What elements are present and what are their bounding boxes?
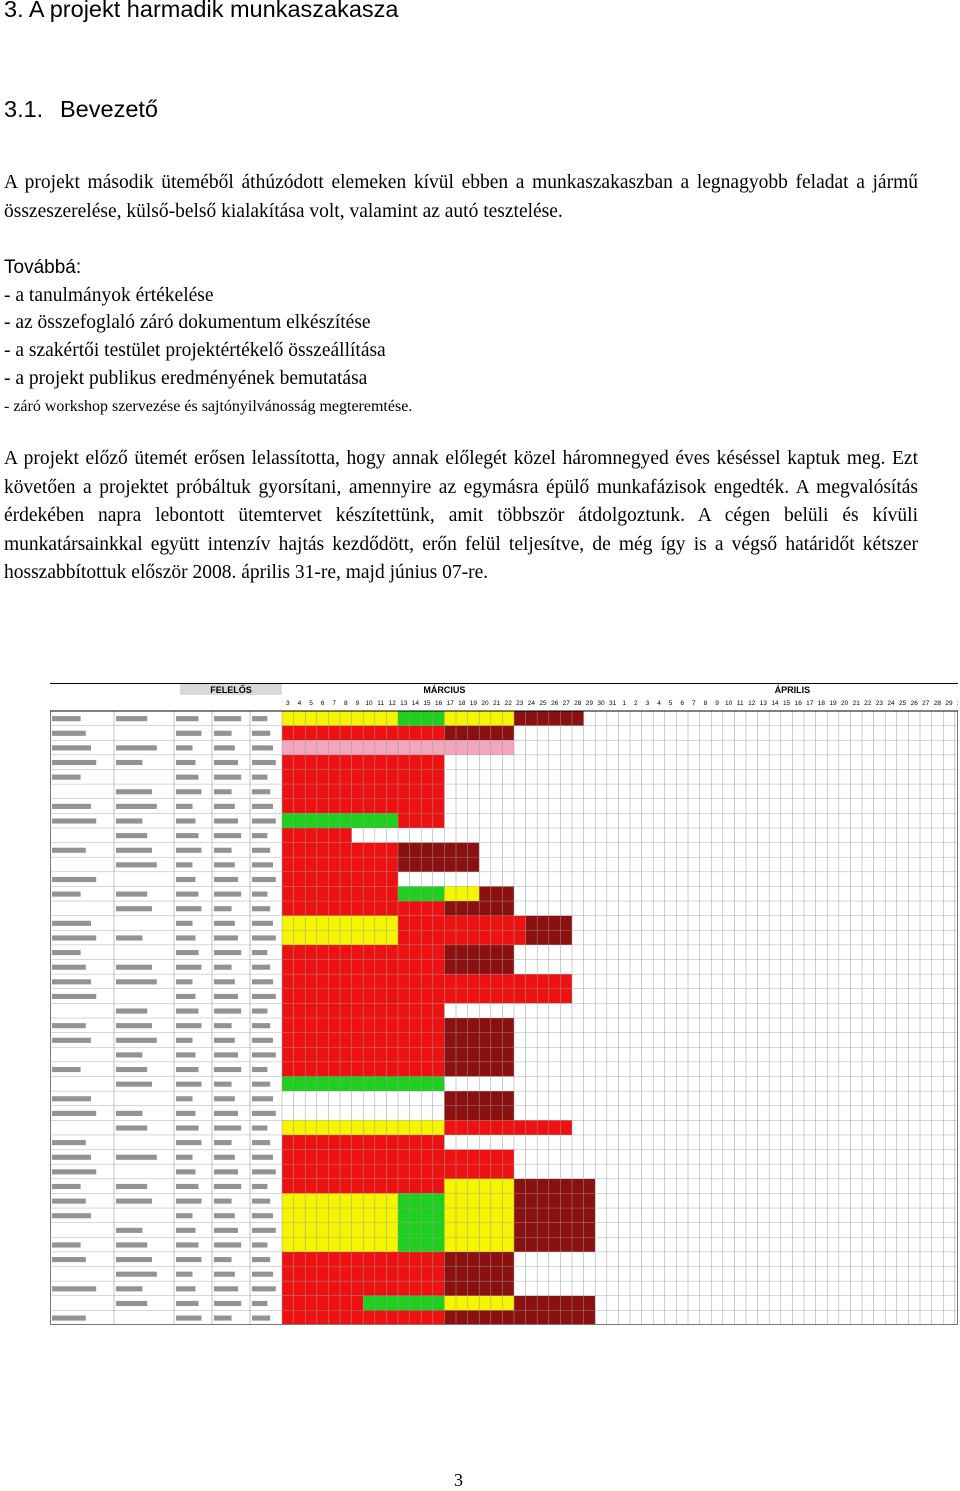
day-number: 5 bbox=[309, 700, 313, 707]
day-number: 22 bbox=[864, 700, 872, 707]
gantt-bar bbox=[514, 1179, 595, 1194]
label-mark bbox=[214, 921, 235, 926]
label-mark bbox=[116, 1286, 142, 1291]
label-mark bbox=[252, 1199, 270, 1204]
label-mark bbox=[214, 1008, 241, 1013]
list-item: - az összefoglaló záró dokumentum elkészítése bbox=[4, 312, 371, 334]
label-mark bbox=[176, 1301, 199, 1306]
label-mark bbox=[252, 877, 276, 882]
label-mark bbox=[176, 818, 196, 823]
list-intro: Továbbá: bbox=[4, 257, 82, 278]
day-number: 17 bbox=[446, 700, 454, 707]
label-mark bbox=[176, 935, 196, 940]
label-mark bbox=[252, 892, 267, 897]
section-title: Bevezető bbox=[60, 96, 158, 122]
label-mark bbox=[176, 877, 196, 882]
day-number: 24 bbox=[887, 700, 895, 707]
label-mark bbox=[214, 804, 235, 809]
day-number: 29 bbox=[945, 700, 953, 707]
label-mark bbox=[252, 775, 267, 780]
day-number: 31 bbox=[608, 700, 617, 707]
day-number: 13 bbox=[400, 700, 408, 707]
day-number: 10 bbox=[724, 700, 733, 707]
gantt-bar bbox=[444, 886, 479, 901]
day-number: 28 bbox=[574, 700, 582, 707]
label-mark bbox=[214, 1169, 238, 1174]
label-mark bbox=[52, 950, 81, 955]
label-mark bbox=[214, 1067, 241, 1072]
day-number: 10 bbox=[365, 700, 373, 707]
label-mark bbox=[214, 1315, 232, 1320]
label-mark bbox=[176, 1199, 202, 1204]
page-number: 3 bbox=[454, 1470, 463, 1490]
label-mark bbox=[176, 1169, 196, 1174]
label-mark bbox=[214, 1257, 232, 1262]
section-heading bbox=[4, 96, 158, 123]
label-mark bbox=[52, 1169, 96, 1174]
label-mark bbox=[252, 848, 270, 853]
label-mark bbox=[214, 1140, 232, 1145]
label-mark bbox=[52, 1155, 91, 1160]
label-mark bbox=[52, 818, 96, 823]
label-mark bbox=[116, 906, 152, 911]
label-mark bbox=[176, 1315, 202, 1320]
label-mark bbox=[52, 1257, 86, 1262]
day-number: 9 bbox=[715, 700, 719, 707]
label-mark bbox=[52, 745, 91, 750]
day-number: 12 bbox=[388, 700, 396, 707]
label-mark bbox=[116, 1125, 147, 1130]
label-mark bbox=[214, 731, 232, 736]
label-mark bbox=[52, 804, 91, 809]
label-mark bbox=[214, 994, 238, 999]
label-mark bbox=[176, 731, 202, 736]
day-number: 29 bbox=[585, 700, 594, 707]
label-mark bbox=[252, 833, 267, 838]
label-mark bbox=[214, 1199, 232, 1204]
day-number: 11 bbox=[736, 700, 744, 707]
label-mark bbox=[214, 789, 232, 794]
label-mark bbox=[52, 1023, 86, 1028]
label-mark bbox=[116, 1111, 142, 1116]
day-number: 21 bbox=[852, 700, 860, 707]
day-number: 26 bbox=[910, 700, 918, 707]
label-mark bbox=[252, 1125, 267, 1130]
day-number: 3 bbox=[645, 700, 650, 707]
label-mark bbox=[52, 935, 96, 940]
label-mark bbox=[214, 950, 241, 955]
label-mark bbox=[214, 1052, 238, 1057]
label-mark bbox=[214, 877, 238, 882]
day-number: 4 bbox=[297, 700, 302, 707]
day-number: 7 bbox=[691, 700, 696, 707]
label-mark bbox=[214, 833, 241, 838]
label-mark bbox=[176, 716, 199, 721]
label-mark bbox=[252, 1038, 273, 1043]
label-mark bbox=[252, 731, 270, 736]
label-mark bbox=[116, 1184, 147, 1189]
day-number: 16 bbox=[434, 700, 443, 707]
label-mark bbox=[116, 716, 147, 721]
label-mark bbox=[116, 892, 147, 897]
day-number: 15 bbox=[423, 700, 431, 707]
label-mark bbox=[52, 979, 91, 984]
label-mark bbox=[176, 1096, 193, 1101]
label-mark bbox=[214, 1228, 238, 1233]
label-mark bbox=[176, 760, 196, 765]
label-mark bbox=[214, 1301, 241, 1306]
label-mark bbox=[252, 804, 273, 809]
label-mark bbox=[52, 716, 81, 721]
label-mark bbox=[116, 1272, 157, 1277]
label-mark bbox=[116, 1008, 147, 1013]
label-mark bbox=[252, 1242, 267, 1247]
day-number: 17 bbox=[806, 700, 814, 707]
day-number: 8 bbox=[343, 700, 348, 707]
label-mark bbox=[252, 1052, 276, 1057]
label-mark bbox=[176, 1272, 193, 1277]
label-mark bbox=[252, 1257, 270, 1262]
day-number: 22 bbox=[504, 700, 512, 707]
day-number: 3 bbox=[285, 700, 290, 707]
label-mark bbox=[116, 979, 157, 984]
label-mark bbox=[116, 1301, 147, 1306]
day-number: 23 bbox=[516, 700, 524, 707]
day-number: 6 bbox=[320, 700, 325, 707]
label-mark bbox=[214, 892, 241, 897]
day-number: 27 bbox=[922, 700, 930, 707]
day-number: 25 bbox=[539, 700, 547, 707]
label-mark bbox=[214, 1038, 235, 1043]
label-mark bbox=[116, 745, 157, 750]
label-mark bbox=[214, 716, 241, 721]
label-mark bbox=[214, 745, 235, 750]
label-mark bbox=[214, 1213, 235, 1218]
label-mark bbox=[252, 950, 267, 955]
label-mark bbox=[176, 1125, 199, 1130]
label-mark bbox=[116, 1199, 152, 1204]
label-mark bbox=[176, 775, 199, 780]
label-mark bbox=[116, 833, 147, 838]
label-mark bbox=[252, 935, 276, 940]
label-mark bbox=[252, 1140, 270, 1145]
label-mark bbox=[252, 716, 267, 721]
label-mark bbox=[214, 1023, 232, 1028]
day-number: 25 bbox=[898, 700, 907, 707]
day-number: 12 bbox=[748, 700, 756, 707]
label-mark bbox=[176, 965, 202, 970]
day-number: 28 bbox=[933, 700, 942, 707]
label-mark bbox=[176, 906, 202, 911]
day-number: 1 bbox=[622, 700, 627, 707]
label-mark bbox=[176, 745, 193, 750]
header-aprilis: ÁPRILIS bbox=[774, 685, 811, 695]
day-number: 13 bbox=[759, 700, 768, 707]
label-mark bbox=[252, 965, 270, 970]
label-mark bbox=[176, 1213, 193, 1218]
label-mark bbox=[214, 965, 232, 970]
label-mark bbox=[252, 1315, 270, 1320]
label-mark bbox=[214, 818, 238, 823]
label-mark bbox=[52, 1286, 96, 1291]
day-number: 11 bbox=[377, 700, 384, 707]
label-mark bbox=[116, 935, 142, 940]
label-mark bbox=[252, 921, 273, 926]
label-mark bbox=[176, 994, 196, 999]
label-mark bbox=[176, 1140, 202, 1145]
label-mark bbox=[52, 1184, 81, 1189]
gantt-header bbox=[50, 683, 958, 711]
label-mark bbox=[214, 1155, 235, 1160]
label-mark bbox=[176, 1184, 199, 1189]
day-number: 7 bbox=[332, 700, 337, 707]
day-number: 14 bbox=[771, 700, 779, 707]
label-mark bbox=[116, 1242, 147, 1247]
label-mark bbox=[176, 1038, 193, 1043]
label-mark bbox=[52, 877, 96, 882]
label-mark bbox=[214, 1286, 238, 1291]
day-number: 27 bbox=[562, 700, 570, 707]
label-mark bbox=[52, 1242, 81, 1247]
day-number: 19 bbox=[469, 700, 478, 707]
day-number: 19 bbox=[829, 700, 837, 707]
label-mark bbox=[252, 1082, 270, 1087]
label-mark bbox=[176, 1008, 199, 1013]
label-mark bbox=[214, 906, 232, 911]
label-mark bbox=[176, 804, 193, 809]
label-mark bbox=[52, 1199, 86, 1204]
label-mark bbox=[52, 965, 86, 970]
label-mark bbox=[252, 1111, 276, 1116]
label-mark bbox=[116, 965, 152, 970]
label-mark bbox=[176, 1082, 202, 1087]
header-marcius: MÁRCIUS bbox=[423, 685, 466, 695]
day-number: 8 bbox=[703, 700, 708, 707]
label-mark bbox=[52, 1111, 96, 1116]
label-mark bbox=[214, 775, 241, 780]
label-mark bbox=[252, 979, 273, 984]
label-mark bbox=[116, 1038, 157, 1043]
day-number bbox=[957, 700, 958, 707]
list-item: - záró workshop szervezése és sajtónyilvánosság megteremtése. bbox=[4, 397, 413, 415]
task-list bbox=[4, 254, 412, 420]
label-mark bbox=[116, 789, 152, 794]
label-mark bbox=[214, 1096, 235, 1101]
label-mark bbox=[176, 833, 199, 838]
label-mark bbox=[252, 789, 270, 794]
label-mark bbox=[252, 1096, 273, 1101]
day-number: 2 bbox=[633, 700, 638, 707]
day-number: 23 bbox=[875, 700, 884, 707]
label-mark bbox=[214, 1272, 235, 1277]
day-number: 14 bbox=[411, 700, 420, 707]
section-number: 3.1. bbox=[4, 96, 44, 122]
day-number: 6 bbox=[680, 700, 685, 707]
intro-paragraph: A projekt második üteméből áthúzódott elemeken kívül ebben a munkaszakaszban a legnagyobb feladat a jármű összeszerelése, külső-belső kialakítása volt, valamint az autó tesztelése. bbox=[4, 172, 918, 222]
list-item: - a tanulmányok értékelése bbox=[4, 284, 214, 306]
label-mark bbox=[176, 1242, 199, 1247]
label-mark bbox=[252, 1301, 267, 1306]
label-mark bbox=[116, 1052, 142, 1057]
label-mark bbox=[176, 862, 193, 867]
label-mark bbox=[252, 1008, 267, 1013]
label-mark bbox=[252, 862, 273, 867]
gantt-bar bbox=[444, 1120, 572, 1135]
day-number: 18 bbox=[817, 700, 826, 707]
list-item: - a szakértői testület projektértékelő összeállítása bbox=[4, 340, 386, 362]
label-mark bbox=[252, 1067, 267, 1072]
label-mark bbox=[176, 921, 193, 926]
label-mark bbox=[52, 1315, 86, 1320]
label-mark bbox=[176, 1257, 202, 1262]
label-mark bbox=[52, 921, 91, 926]
label-mark bbox=[176, 950, 199, 955]
label-mark bbox=[52, 731, 86, 736]
gantt-bar bbox=[479, 886, 514, 901]
page-heading: 3. A projekt harmadik munkaszakasza bbox=[4, 0, 399, 22]
label-mark bbox=[52, 1096, 91, 1101]
label-mark bbox=[52, 892, 81, 897]
label-mark bbox=[116, 862, 157, 867]
delay-paragraph: A projekt előző ütemét erősen lelassította, hogy annak előlegét közel háromnegyed éves késéssel kaptuk meg. Ezt követően a projektet próbáltuk gyorsítani, amennyire az egymásra épülő munkafázisok engedték. A megvalósítás érdekében napra lebontott ütemtervet készítettünk, amit többször átdolgoztunk. A cégen belüli és kívüli munkatársainkkal együtt intenzív hajtás kezdődött, erőn felül teljesítve, de még így is a végső határidőt kétszer hosszabbítottuk először 2008. április 31-re, majd június 07-re. bbox=[4, 448, 918, 584]
day-number: 9 bbox=[355, 700, 360, 707]
label-mark bbox=[116, 1257, 152, 1262]
label-mark bbox=[252, 745, 273, 750]
day-number: 15 bbox=[782, 700, 791, 707]
label-mark bbox=[116, 1023, 152, 1028]
day-number: 26 bbox=[550, 700, 559, 707]
label-mark bbox=[116, 1067, 147, 1072]
day-number: 18 bbox=[458, 700, 466, 707]
label-mark bbox=[252, 1169, 276, 1174]
day-number: 24 bbox=[527, 700, 536, 707]
list-item: - a projekt publikus eredményének bemutatása bbox=[4, 367, 368, 389]
label-mark bbox=[176, 979, 193, 984]
label-mark bbox=[252, 906, 270, 911]
label-mark bbox=[52, 1140, 86, 1145]
label-mark bbox=[176, 1286, 196, 1291]
label-mark bbox=[52, 760, 96, 765]
label-mark bbox=[214, 1082, 232, 1087]
label-mark bbox=[252, 1272, 273, 1277]
label-mark bbox=[176, 1155, 193, 1160]
label-mark bbox=[52, 775, 81, 780]
day-number: 20 bbox=[481, 700, 489, 707]
label-mark bbox=[252, 1213, 273, 1218]
day-number: 30 bbox=[597, 700, 605, 707]
label-mark bbox=[116, 804, 157, 809]
label-mark bbox=[252, 994, 276, 999]
label-mark bbox=[252, 1286, 276, 1291]
label-mark bbox=[214, 1184, 241, 1189]
label-mark bbox=[116, 1155, 157, 1160]
day-number: 16 bbox=[794, 700, 802, 707]
day-number: 5 bbox=[668, 700, 673, 707]
label-mark bbox=[214, 935, 238, 940]
label-mark bbox=[252, 1155, 273, 1160]
header-felelos: FELELŐS bbox=[210, 685, 252, 695]
day-number: 21 bbox=[492, 700, 501, 707]
label-mark bbox=[176, 1228, 196, 1233]
day-number: 4 bbox=[657, 700, 661, 707]
label-mark bbox=[176, 1111, 196, 1116]
label-mark bbox=[214, 1242, 241, 1247]
label-mark bbox=[176, 1023, 202, 1028]
label-mark bbox=[176, 789, 202, 794]
label-mark bbox=[214, 1111, 238, 1116]
label-mark bbox=[252, 1228, 276, 1233]
label-mark bbox=[116, 848, 152, 853]
label-mark bbox=[116, 818, 142, 823]
label-mark bbox=[252, 1023, 270, 1028]
label-mark bbox=[214, 979, 235, 984]
label-mark bbox=[176, 848, 202, 853]
label-mark bbox=[252, 818, 276, 823]
label-mark bbox=[176, 892, 199, 897]
label-mark bbox=[52, 1213, 91, 1218]
label-mark bbox=[176, 1067, 199, 1072]
label-mark bbox=[52, 1067, 81, 1072]
label-mark bbox=[252, 1184, 267, 1189]
label-mark bbox=[116, 760, 142, 765]
label-mark bbox=[214, 848, 232, 853]
label-mark bbox=[176, 1052, 196, 1057]
label-mark bbox=[116, 1082, 152, 1087]
label-mark bbox=[116, 1228, 142, 1233]
label-mark bbox=[52, 994, 96, 999]
label-mark bbox=[214, 1125, 241, 1130]
label-mark bbox=[214, 862, 235, 867]
label-mark bbox=[252, 760, 276, 765]
label-mark bbox=[52, 1038, 91, 1043]
label-mark bbox=[52, 848, 86, 853]
day-number: 20 bbox=[840, 700, 849, 707]
schedule-gantt-image bbox=[50, 683, 958, 1325]
label-mark bbox=[214, 760, 238, 765]
